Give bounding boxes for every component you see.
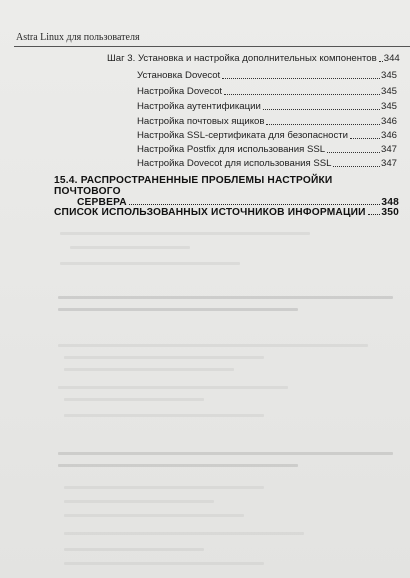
toc-item-page: 347 (380, 144, 397, 155)
toc-item[interactable] (137, 101, 397, 113)
leader-dots (333, 166, 380, 167)
toc-item-title: Настройка почтовых ящиков (137, 116, 265, 127)
toc-section-15-4-title-line1: 15.4. РАСПРОСТРАНЕННЫЕ ПРОБЛЕМЫ НАСТРОЙКИ ПОЧТОВОГО (54, 175, 333, 197)
toc-item[interactable] (137, 158, 397, 170)
toc-item-title: Настройка Dovecot (137, 86, 223, 97)
leader-dots (224, 94, 380, 95)
toc-step-3[interactable] (107, 53, 400, 65)
toc-item-title: Настройка Postfix для использования SSL (137, 144, 326, 155)
leader-dots (379, 61, 383, 62)
header-rule (14, 46, 410, 47)
toc-item-title: Настройка Dovecot для использования SSL (137, 158, 332, 169)
toc-item-page: 346 (380, 130, 397, 141)
toc-item-page: 347 (380, 158, 397, 169)
toc-references[interactable] (54, 207, 399, 218)
toc-section-15-4-title-line2: СЕРВЕРА (77, 197, 127, 208)
leader-dots (129, 204, 381, 205)
toc-references-title: СПИСОК ИСПОЛЬЗОВАННЫХ ИСТОЧНИКОВ ИНФОРМАЦИИ (54, 207, 366, 218)
toc-item[interactable] (137, 130, 397, 142)
running-head: Astra Linux для пользователя (16, 32, 140, 43)
toc-item-page: 346 (380, 116, 397, 127)
leader-dots (222, 78, 380, 79)
toc-item-title: Настройка аутентификации (137, 101, 261, 112)
toc-item-title: Установка Dovecot (137, 70, 221, 81)
toc-item-title: Настройка SSL-сертификата для безопасности (137, 130, 349, 141)
toc-item[interactable] (137, 86, 397, 98)
leader-dots (327, 152, 380, 153)
toc-item-page: 345 (380, 86, 397, 97)
toc-step-3-title: Шаг 3. Установка и настройка дополнительных компонентов (107, 53, 377, 64)
leader-dots (368, 214, 381, 215)
toc-item[interactable] (137, 70, 397, 82)
leader-dots (350, 138, 380, 139)
leader-dots (266, 124, 380, 125)
toc-references-page: 350 (381, 207, 399, 218)
toc-section-15-4[interactable] (54, 175, 399, 208)
leader-dots (263, 109, 380, 110)
toc-section-15-4-page: 348 (381, 197, 399, 208)
toc-item-page: 345 (380, 101, 397, 112)
toc-item[interactable] (137, 144, 397, 156)
toc-item-page: 345 (380, 70, 397, 81)
toc-item[interactable] (137, 116, 397, 128)
toc-step-3-page: 344 (383, 53, 400, 64)
